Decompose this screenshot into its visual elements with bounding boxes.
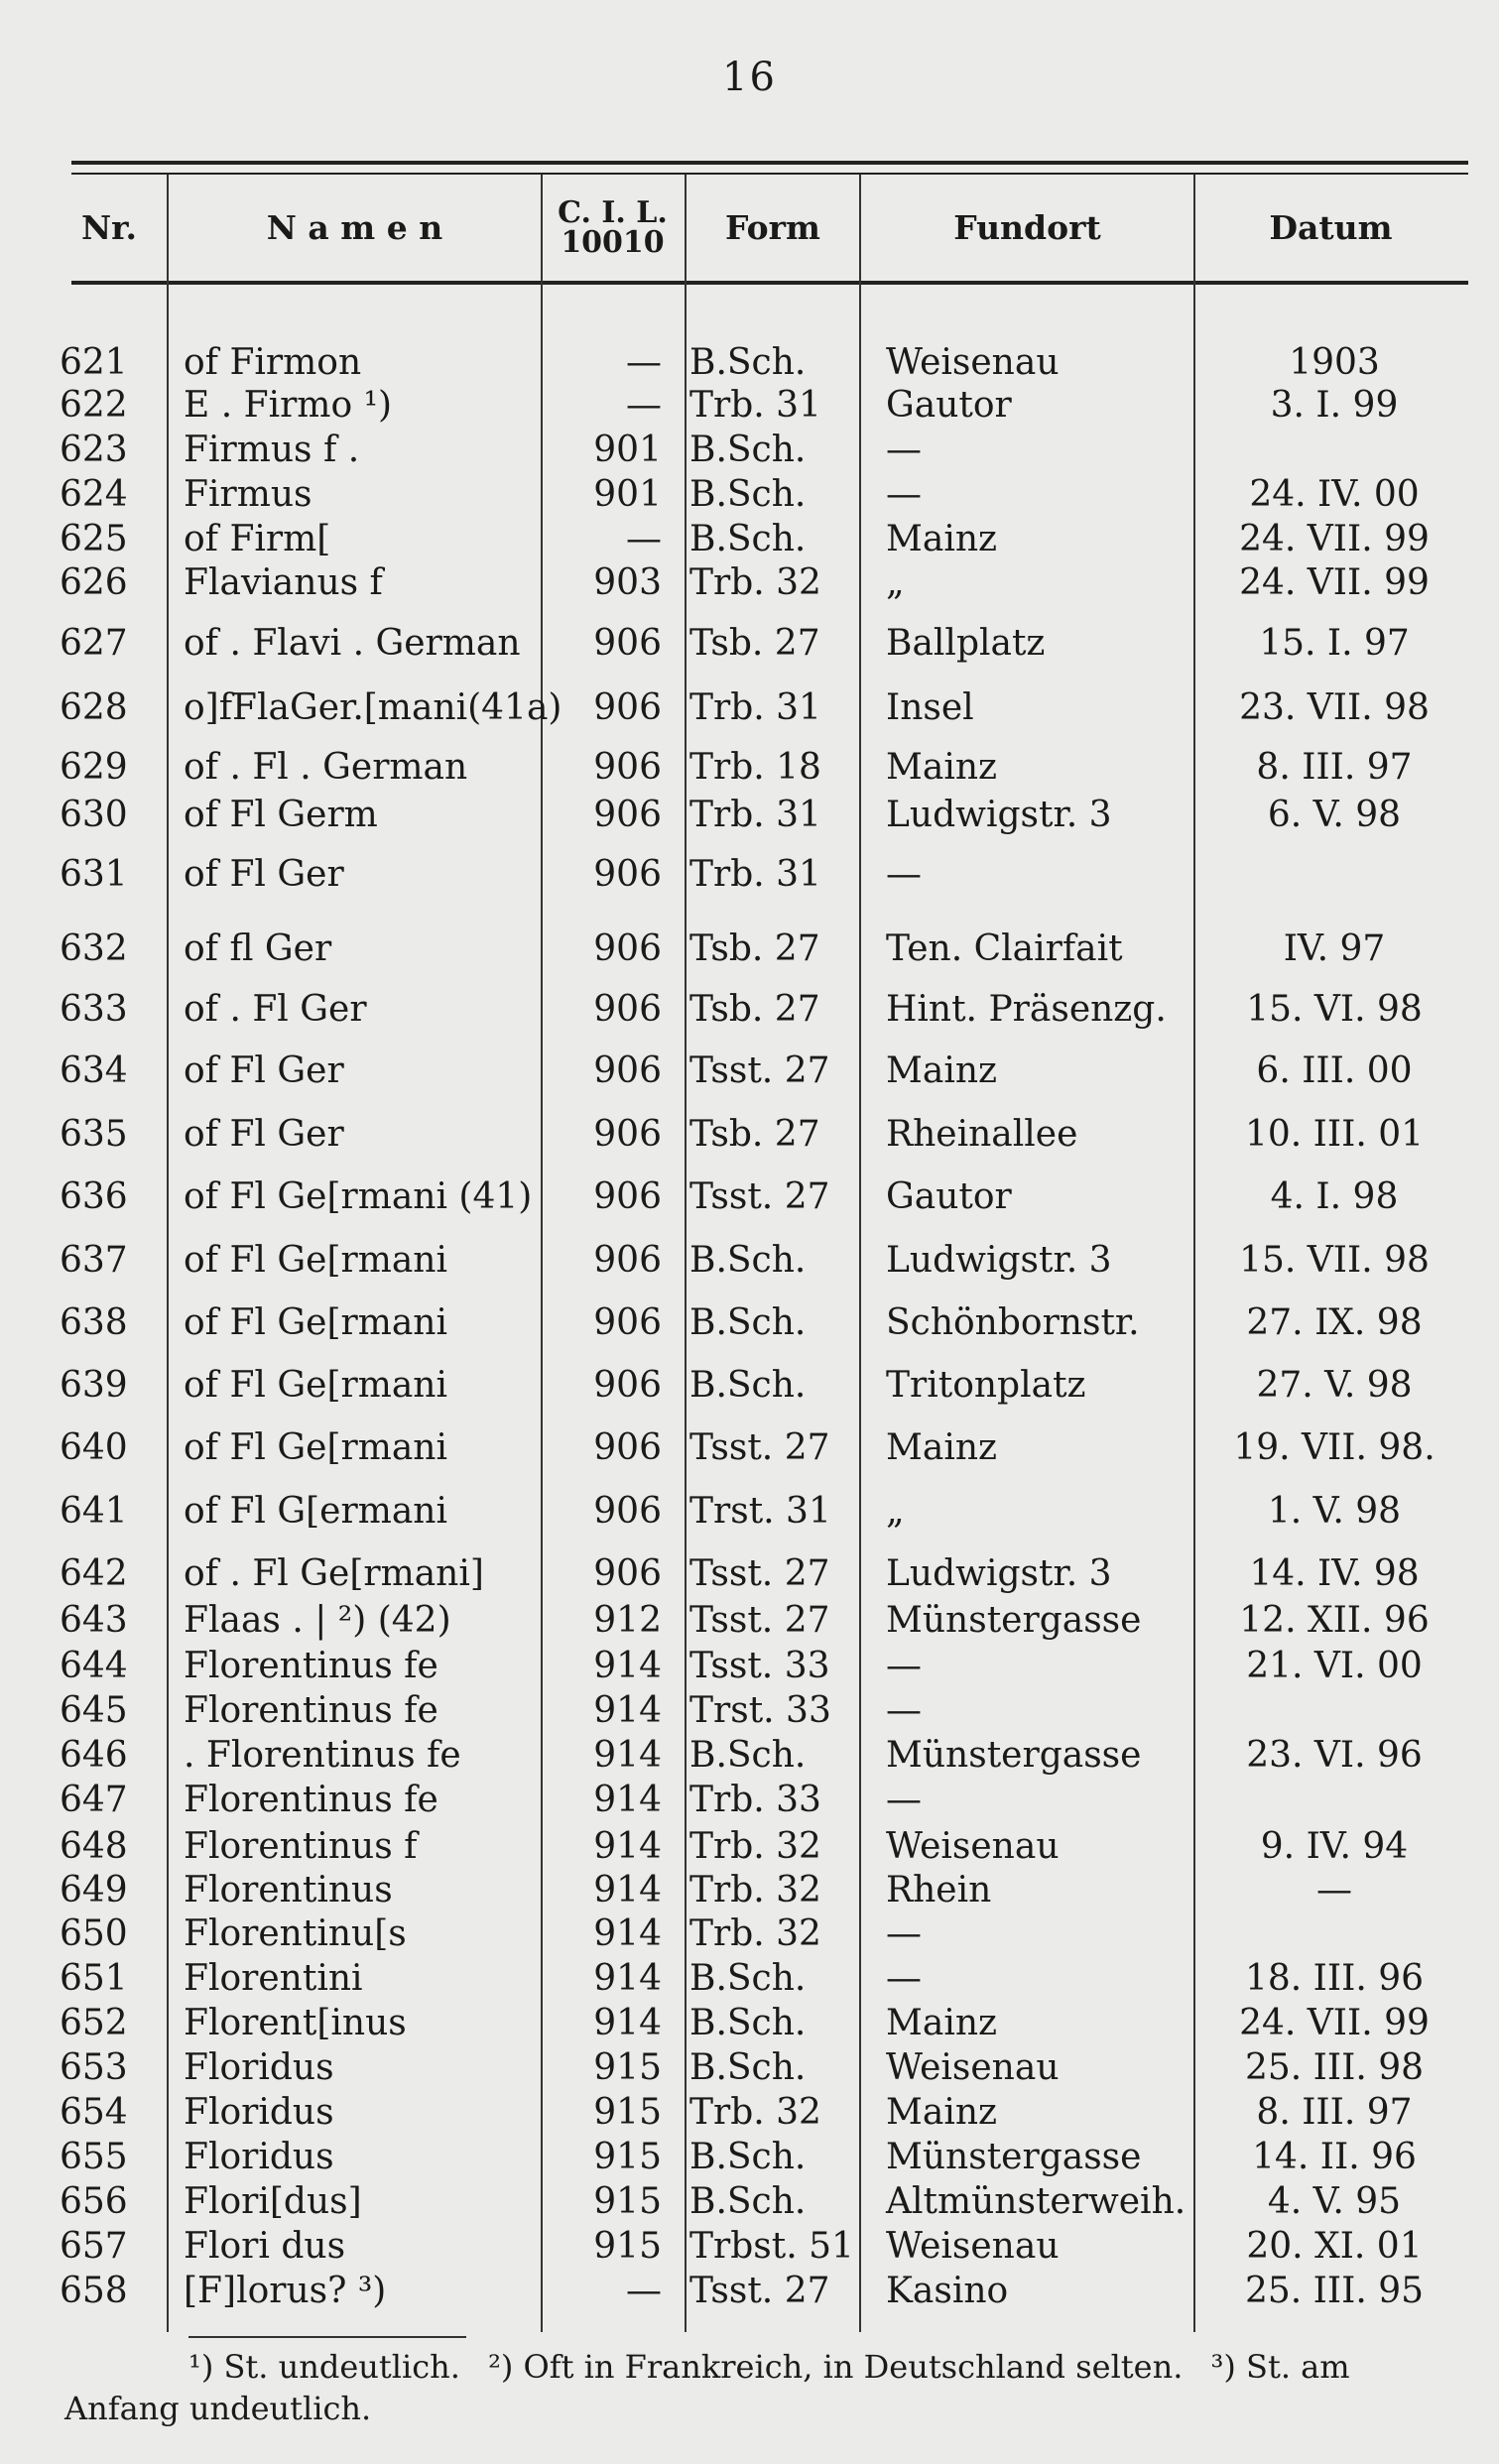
row-fundort: Ballplatz bbox=[886, 623, 1046, 664]
row-fundort: Schönbornstr. bbox=[886, 1302, 1140, 1343]
table-row bbox=[0, 2002, 1499, 2045]
table-row bbox=[0, 2136, 1499, 2179]
row-datum: 15. I. 97 bbox=[1259, 623, 1410, 664]
row-number: 630 bbox=[60, 795, 128, 835]
row-name: of Fl Ger bbox=[184, 1114, 344, 1155]
row-form: B.Sch. bbox=[689, 1735, 807, 1776]
table-row bbox=[0, 2225, 1499, 2269]
row-fundort: Ludwigstr. 3 bbox=[886, 1240, 1112, 1281]
row-fundort: Mainz bbox=[886, 1427, 997, 1468]
row-form: Tsst. 27 bbox=[689, 2271, 830, 2311]
row-fundort: Insel bbox=[886, 687, 974, 728]
table-row bbox=[0, 1599, 1499, 1643]
row-cil: 906 bbox=[593, 747, 662, 788]
row-name: Florent[inus bbox=[184, 2003, 407, 2043]
row-fundort: Weisenau bbox=[886, 342, 1060, 383]
row-fundort: Rheinallee bbox=[886, 1114, 1078, 1155]
row-cil: — bbox=[626, 2271, 662, 2311]
row-number: 648 bbox=[60, 1826, 128, 1867]
row-name: of Fl Ge[rmani (41) bbox=[184, 1176, 533, 1217]
row-fundort: Mainz bbox=[886, 1050, 997, 1091]
row-form: B.Sch. bbox=[689, 2181, 807, 2222]
row-cil: 906 bbox=[593, 687, 662, 728]
row-datum: 24. IV. 00 bbox=[1249, 474, 1420, 515]
row-cil: 901 bbox=[593, 430, 662, 470]
row-fundort: Mainz bbox=[886, 2003, 997, 2043]
row-datum: 3. I. 99 bbox=[1270, 385, 1399, 426]
row-datum: 23. VI. 96 bbox=[1246, 1735, 1423, 1776]
row-datum: 6. III. 00 bbox=[1256, 1050, 1413, 1091]
column-header-fundort: Fundort bbox=[953, 208, 1101, 247]
row-fundort: Weisenau bbox=[886, 2047, 1060, 2088]
row-datum: 10. III. 01 bbox=[1244, 1114, 1425, 1155]
row-number: 650 bbox=[60, 1913, 128, 1954]
row-form: Trb. 32 bbox=[689, 1913, 821, 1954]
row-cil: 915 bbox=[593, 2047, 662, 2088]
row-fundort: Gautor bbox=[886, 1176, 1012, 1217]
row-datum: 20. XI. 01 bbox=[1246, 2226, 1423, 2267]
row-datum: IV. 97 bbox=[1283, 928, 1386, 969]
row-number: 636 bbox=[60, 1176, 128, 1217]
row-name: of . Flavi . German bbox=[184, 623, 521, 664]
row-form: Trb. 33 bbox=[689, 1780, 821, 1820]
row-form: Tsb. 27 bbox=[689, 989, 820, 1030]
row-number: 658 bbox=[60, 2271, 128, 2311]
row-name: Florentini bbox=[184, 1958, 363, 1999]
row-form: B.Sch. bbox=[689, 430, 807, 470]
row-form: Tsst. 33 bbox=[689, 1646, 830, 1686]
row-fundort: Ludwigstr. 3 bbox=[886, 795, 1112, 835]
row-fundort: Ten. Clairfait bbox=[886, 928, 1123, 969]
row-number: 641 bbox=[60, 1491, 128, 1532]
row-number: 640 bbox=[60, 1427, 128, 1468]
row-form: B.Sch. bbox=[689, 2003, 807, 2043]
row-datum: 4. V. 95 bbox=[1267, 2181, 1402, 2222]
row-form: B.Sch. bbox=[689, 2137, 807, 2177]
row-number: 626 bbox=[60, 562, 128, 603]
row-name: Florentinus bbox=[184, 1870, 393, 1910]
row-form: Trb. 32 bbox=[689, 1870, 821, 1910]
row-name: of . Fl Ge[rmani] bbox=[184, 1553, 484, 1594]
row-datum: 24. VII. 99 bbox=[1239, 519, 1430, 559]
row-datum: 27. IX. 98 bbox=[1246, 1302, 1423, 1343]
row-number: 639 bbox=[60, 1365, 128, 1406]
row-form: B.Sch. bbox=[689, 1240, 807, 1281]
row-form: Tsb. 27 bbox=[689, 1114, 820, 1155]
row-cil: 914 bbox=[593, 1826, 662, 1867]
row-fundort: Tritonplatz bbox=[886, 1365, 1086, 1406]
row-form: Trbst. 51 bbox=[689, 2226, 854, 2267]
table-row bbox=[0, 1301, 1499, 1345]
row-form: B.Sch. bbox=[689, 519, 807, 559]
row-form: Tsst. 27 bbox=[689, 1600, 830, 1641]
row-datum: 27. V. 98 bbox=[1256, 1365, 1413, 1406]
row-cil: 906 bbox=[593, 1302, 662, 1343]
top-rule bbox=[71, 161, 1468, 165]
row-name: of Firmon bbox=[184, 342, 362, 383]
table-row bbox=[0, 1426, 1499, 1470]
column-header-datum: Datum bbox=[1269, 208, 1393, 247]
table-row bbox=[0, 1912, 1499, 1956]
row-cil: 903 bbox=[593, 562, 662, 603]
table-row bbox=[0, 1779, 1499, 1822]
table-row bbox=[0, 622, 1499, 666]
row-cil: 914 bbox=[593, 1735, 662, 1776]
row-name: Flavianus f bbox=[184, 562, 383, 603]
row-fundort: Weisenau bbox=[886, 1826, 1060, 1867]
row-name: Flori[dus] bbox=[184, 2181, 362, 2222]
row-cil: 906 bbox=[593, 854, 662, 895]
row-cil: 906 bbox=[593, 1050, 662, 1091]
row-form: Trb. 18 bbox=[689, 747, 821, 788]
row-fundort: — bbox=[886, 1646, 922, 1686]
row-cil: 912 bbox=[593, 1600, 662, 1641]
row-fundort: Mainz bbox=[886, 519, 997, 559]
row-datum: 8. III. 97 bbox=[1256, 2092, 1413, 2133]
row-name: Flori dus bbox=[184, 2226, 346, 2267]
row-number: 634 bbox=[60, 1050, 128, 1091]
row-fundort: „ bbox=[886, 562, 905, 603]
row-cil: 906 bbox=[593, 1491, 662, 1532]
row-number: 621 bbox=[60, 342, 128, 383]
table-row bbox=[0, 518, 1499, 561]
row-name: of . Fl . German bbox=[184, 747, 468, 788]
row-name: of Fl G[ermani bbox=[184, 1491, 447, 1532]
row-number: 654 bbox=[60, 2092, 128, 2133]
row-name: of Fl Ge[rmani bbox=[184, 1427, 447, 1468]
row-datum: 6. V. 98 bbox=[1267, 795, 1402, 835]
row-number: 652 bbox=[60, 2003, 128, 2043]
table-row bbox=[0, 853, 1499, 897]
row-form: Trb. 31 bbox=[689, 687, 821, 728]
row-form: B.Sch. bbox=[689, 1365, 807, 1406]
row-form: Trst. 33 bbox=[689, 1690, 831, 1731]
header-rule bbox=[71, 281, 1468, 285]
row-cil: — bbox=[626, 385, 662, 426]
row-datum: 15. VII. 98 bbox=[1239, 1240, 1430, 1281]
column-header-cil bbox=[541, 175, 685, 281]
row-form: Trb. 32 bbox=[689, 562, 821, 603]
row-form: B.Sch. bbox=[689, 342, 807, 383]
table-row bbox=[0, 429, 1499, 472]
row-cil: 915 bbox=[593, 2092, 662, 2133]
row-name: of Fl Ge[rmani bbox=[184, 1365, 447, 1406]
table-row bbox=[0, 927, 1499, 971]
row-number: 656 bbox=[60, 2181, 128, 2222]
row-cil: — bbox=[626, 519, 662, 559]
row-fundort: — bbox=[886, 1690, 922, 1731]
row-cil: 914 bbox=[593, 1958, 662, 1999]
column-header-namen: N a m e n bbox=[266, 208, 443, 247]
row-name: Florentinus fe bbox=[184, 1780, 438, 1820]
table-row bbox=[0, 1490, 1499, 1534]
table-row bbox=[0, 1689, 1499, 1733]
row-form: Trb. 31 bbox=[689, 385, 821, 426]
row-name: of Fl Germ bbox=[184, 795, 378, 835]
row-name: Floridus bbox=[184, 2047, 334, 2088]
row-number: 635 bbox=[60, 1114, 128, 1155]
footnotes bbox=[64, 2346, 1463, 2429]
table-row bbox=[0, 988, 1499, 1032]
row-number: 633 bbox=[60, 989, 128, 1030]
row-cil: 901 bbox=[593, 474, 662, 515]
row-name: . Florentinus fe bbox=[184, 1735, 461, 1776]
table-row bbox=[0, 686, 1499, 730]
row-datum: 9. IV. 94 bbox=[1260, 1826, 1409, 1867]
row-name: of Fl Ger bbox=[184, 1050, 344, 1091]
row-fundort: Rhein bbox=[886, 1870, 992, 1910]
row-form: Tsst. 27 bbox=[689, 1050, 830, 1091]
row-form: Tsb. 27 bbox=[689, 623, 820, 664]
row-name: of Firm[ bbox=[184, 519, 331, 559]
table-row bbox=[0, 746, 1499, 790]
row-name: Floridus bbox=[184, 2137, 334, 2177]
row-name: E . Firmo ¹) bbox=[184, 385, 393, 426]
row-cil: 915 bbox=[593, 2226, 662, 2267]
row-form: Trst. 31 bbox=[689, 1491, 831, 1532]
row-datum: 25. III. 95 bbox=[1244, 2271, 1425, 2311]
row-number: 622 bbox=[60, 385, 128, 426]
row-datum: 4. I. 98 bbox=[1270, 1176, 1399, 1217]
row-fundort: Weisenau bbox=[886, 2226, 1060, 2267]
table-row bbox=[0, 2180, 1499, 2224]
row-cil: 915 bbox=[593, 2181, 662, 2222]
page-number: 16 bbox=[722, 55, 777, 100]
row-cil: 914 bbox=[593, 1646, 662, 1686]
row-fundort: — bbox=[886, 1780, 922, 1820]
row-cil: 906 bbox=[593, 1240, 662, 1281]
row-form: Trb. 31 bbox=[689, 795, 821, 835]
row-number: 624 bbox=[60, 474, 128, 515]
row-datum: 25. III. 98 bbox=[1244, 2047, 1425, 2088]
table-row bbox=[0, 1869, 1499, 1912]
row-name: Florentinu[s bbox=[184, 1913, 407, 1954]
row-name: of Fl Ge[rmani bbox=[184, 1302, 447, 1343]
row-cil: 914 bbox=[593, 1913, 662, 1954]
row-number: 623 bbox=[60, 430, 128, 470]
row-number: 649 bbox=[60, 1870, 128, 1910]
row-form: Trb. 31 bbox=[689, 854, 821, 895]
row-number: 651 bbox=[60, 1958, 128, 1999]
row-fundort: — bbox=[886, 430, 922, 470]
row-name: o]fFlaGer.[mani(41a) bbox=[184, 687, 562, 728]
row-number: 653 bbox=[60, 2047, 128, 2088]
table-row bbox=[0, 2046, 1499, 2090]
table-row bbox=[0, 1239, 1499, 1283]
table-row bbox=[0, 384, 1499, 428]
table-row bbox=[0, 1049, 1499, 1093]
row-number: 625 bbox=[60, 519, 128, 559]
row-datum: 12. XII. 96 bbox=[1239, 1600, 1430, 1641]
row-cil: — bbox=[626, 342, 662, 383]
column-header-cil-line1: C. I. L. bbox=[558, 194, 668, 230]
row-cil: 914 bbox=[593, 2003, 662, 2043]
row-datum: 19. VII. 98. bbox=[1233, 1427, 1436, 1468]
row-fundort: Gautor bbox=[886, 385, 1012, 426]
row-number: 627 bbox=[60, 623, 128, 664]
row-cil: 914 bbox=[593, 1780, 662, 1820]
row-datum: 24. VII. 99 bbox=[1239, 2003, 1430, 2043]
row-form: Tsst. 27 bbox=[689, 1427, 830, 1468]
row-number: 637 bbox=[60, 1240, 128, 1281]
row-cil: 914 bbox=[593, 1690, 662, 1731]
row-form: Trb. 32 bbox=[689, 1826, 821, 1867]
row-number: 647 bbox=[60, 1780, 128, 1820]
row-fundort: Ludwigstr. 3 bbox=[886, 1553, 1112, 1594]
table-row bbox=[0, 2091, 1499, 2135]
row-cil: 906 bbox=[593, 1553, 662, 1594]
row-fundort: Hint. Präsenzg. bbox=[886, 989, 1167, 1030]
table-row bbox=[0, 1825, 1499, 1869]
table-row bbox=[0, 1175, 1499, 1219]
row-name: Floridus bbox=[184, 2092, 334, 2133]
row-cil: 906 bbox=[593, 1365, 662, 1406]
row-name: Florentinus fe bbox=[184, 1646, 438, 1686]
row-name: Florentinus f bbox=[184, 1826, 418, 1867]
row-number: 644 bbox=[60, 1646, 128, 1686]
table-row bbox=[0, 1645, 1499, 1688]
row-number: 655 bbox=[60, 2137, 128, 2177]
row-name: Firmus f . bbox=[184, 430, 360, 470]
row-name: of fl Ger bbox=[184, 928, 332, 969]
row-cil: 914 bbox=[593, 1870, 662, 1910]
row-fundort: Mainz bbox=[886, 2092, 997, 2133]
table-row bbox=[0, 794, 1499, 837]
row-name: of . Fl Ger bbox=[184, 989, 367, 1030]
footnote-rule bbox=[188, 2336, 466, 2338]
row-number: 645 bbox=[60, 1690, 128, 1731]
row-number: 631 bbox=[60, 854, 128, 895]
row-form: B.Sch. bbox=[689, 1302, 807, 1343]
footnote: ¹) St. undeutlich. bbox=[188, 2348, 460, 2386]
row-form: Tsst. 27 bbox=[689, 1553, 830, 1594]
row-name: [F]lorus? ³) bbox=[184, 2271, 387, 2311]
row-number: 657 bbox=[60, 2226, 128, 2267]
table-row bbox=[0, 1364, 1499, 1408]
table-row bbox=[0, 2270, 1499, 2313]
column-header-nr: Nr. bbox=[80, 208, 137, 247]
row-number: 638 bbox=[60, 1302, 128, 1343]
row-form: Tsst. 27 bbox=[689, 1176, 830, 1217]
row-datum: 21. VI. 00 bbox=[1246, 1646, 1423, 1686]
row-fundort: „ bbox=[886, 1491, 905, 1532]
row-number: 646 bbox=[60, 1735, 128, 1776]
table-row bbox=[0, 1957, 1499, 2001]
row-number: 643 bbox=[60, 1600, 128, 1641]
row-datum: 15. VI. 98 bbox=[1246, 989, 1423, 1030]
row-datum: 1. V. 98 bbox=[1267, 1491, 1402, 1532]
row-name: of Fl Ge[rmani bbox=[184, 1240, 447, 1281]
row-cil: 906 bbox=[593, 1427, 662, 1468]
row-number: 632 bbox=[60, 928, 128, 969]
row-datum: 23. VII. 98 bbox=[1239, 687, 1430, 728]
row-form: B.Sch. bbox=[689, 474, 807, 515]
row-form: Tsb. 27 bbox=[689, 928, 820, 969]
row-fundort: — bbox=[886, 1913, 922, 1954]
table-row bbox=[0, 1734, 1499, 1778]
row-fundort: — bbox=[886, 474, 922, 515]
row-datum: 1903 bbox=[1289, 342, 1380, 383]
table-row bbox=[0, 1552, 1499, 1596]
row-fundort: Münstergasse bbox=[886, 1735, 1142, 1776]
row-number: 642 bbox=[60, 1553, 128, 1594]
row-fundort: Mainz bbox=[886, 747, 997, 788]
row-datum: 8. III. 97 bbox=[1256, 747, 1413, 788]
column-header-form: Form bbox=[725, 208, 820, 247]
row-number: 628 bbox=[60, 687, 128, 728]
row-cil: 906 bbox=[593, 1114, 662, 1155]
row-datum: 18. III. 96 bbox=[1244, 1958, 1425, 1999]
row-name: of Fl Ger bbox=[184, 854, 344, 895]
row-name: Flaas . | ²) (42) bbox=[184, 1600, 451, 1641]
table-row bbox=[0, 561, 1499, 605]
row-datum: 14. IV. 98 bbox=[1249, 1553, 1420, 1594]
row-form: B.Sch. bbox=[689, 2047, 807, 2088]
row-number: 629 bbox=[60, 747, 128, 788]
row-name: Florentinus fe bbox=[184, 1690, 438, 1731]
row-datum: — bbox=[1316, 1870, 1352, 1910]
row-name: Firmus bbox=[184, 474, 312, 515]
row-form: Trb. 32 bbox=[689, 2092, 821, 2133]
column-header-cil-line2: 10010 bbox=[561, 224, 665, 260]
row-datum: 14. II. 96 bbox=[1252, 2137, 1417, 2177]
table-row bbox=[0, 341, 1499, 385]
row-fundort: Münstergasse bbox=[886, 2137, 1142, 2177]
footnote: ²) Oft in Frankreich, in Deutschland selten. bbox=[488, 2348, 1184, 2386]
table-row bbox=[0, 1113, 1499, 1157]
row-fundort: Altmünsterweih. bbox=[886, 2181, 1187, 2222]
row-cil: 915 bbox=[593, 2137, 662, 2177]
footnote: ³) St. am Anfang undeutlich. bbox=[64, 2348, 1350, 2427]
row-cil: 906 bbox=[593, 1176, 662, 1217]
row-cil: 906 bbox=[593, 989, 662, 1030]
row-fundort: — bbox=[886, 854, 922, 895]
row-fundort: Münstergasse bbox=[886, 1600, 1142, 1641]
row-datum: 24. VII. 99 bbox=[1239, 562, 1430, 603]
row-form: B.Sch. bbox=[689, 1958, 807, 1999]
row-cil: 906 bbox=[593, 795, 662, 835]
row-cil: 906 bbox=[593, 928, 662, 969]
row-fundort: Kasino bbox=[886, 2271, 1009, 2311]
row-cil: 906 bbox=[593, 623, 662, 664]
table-row bbox=[0, 473, 1499, 517]
row-fundort: — bbox=[886, 1958, 922, 1999]
